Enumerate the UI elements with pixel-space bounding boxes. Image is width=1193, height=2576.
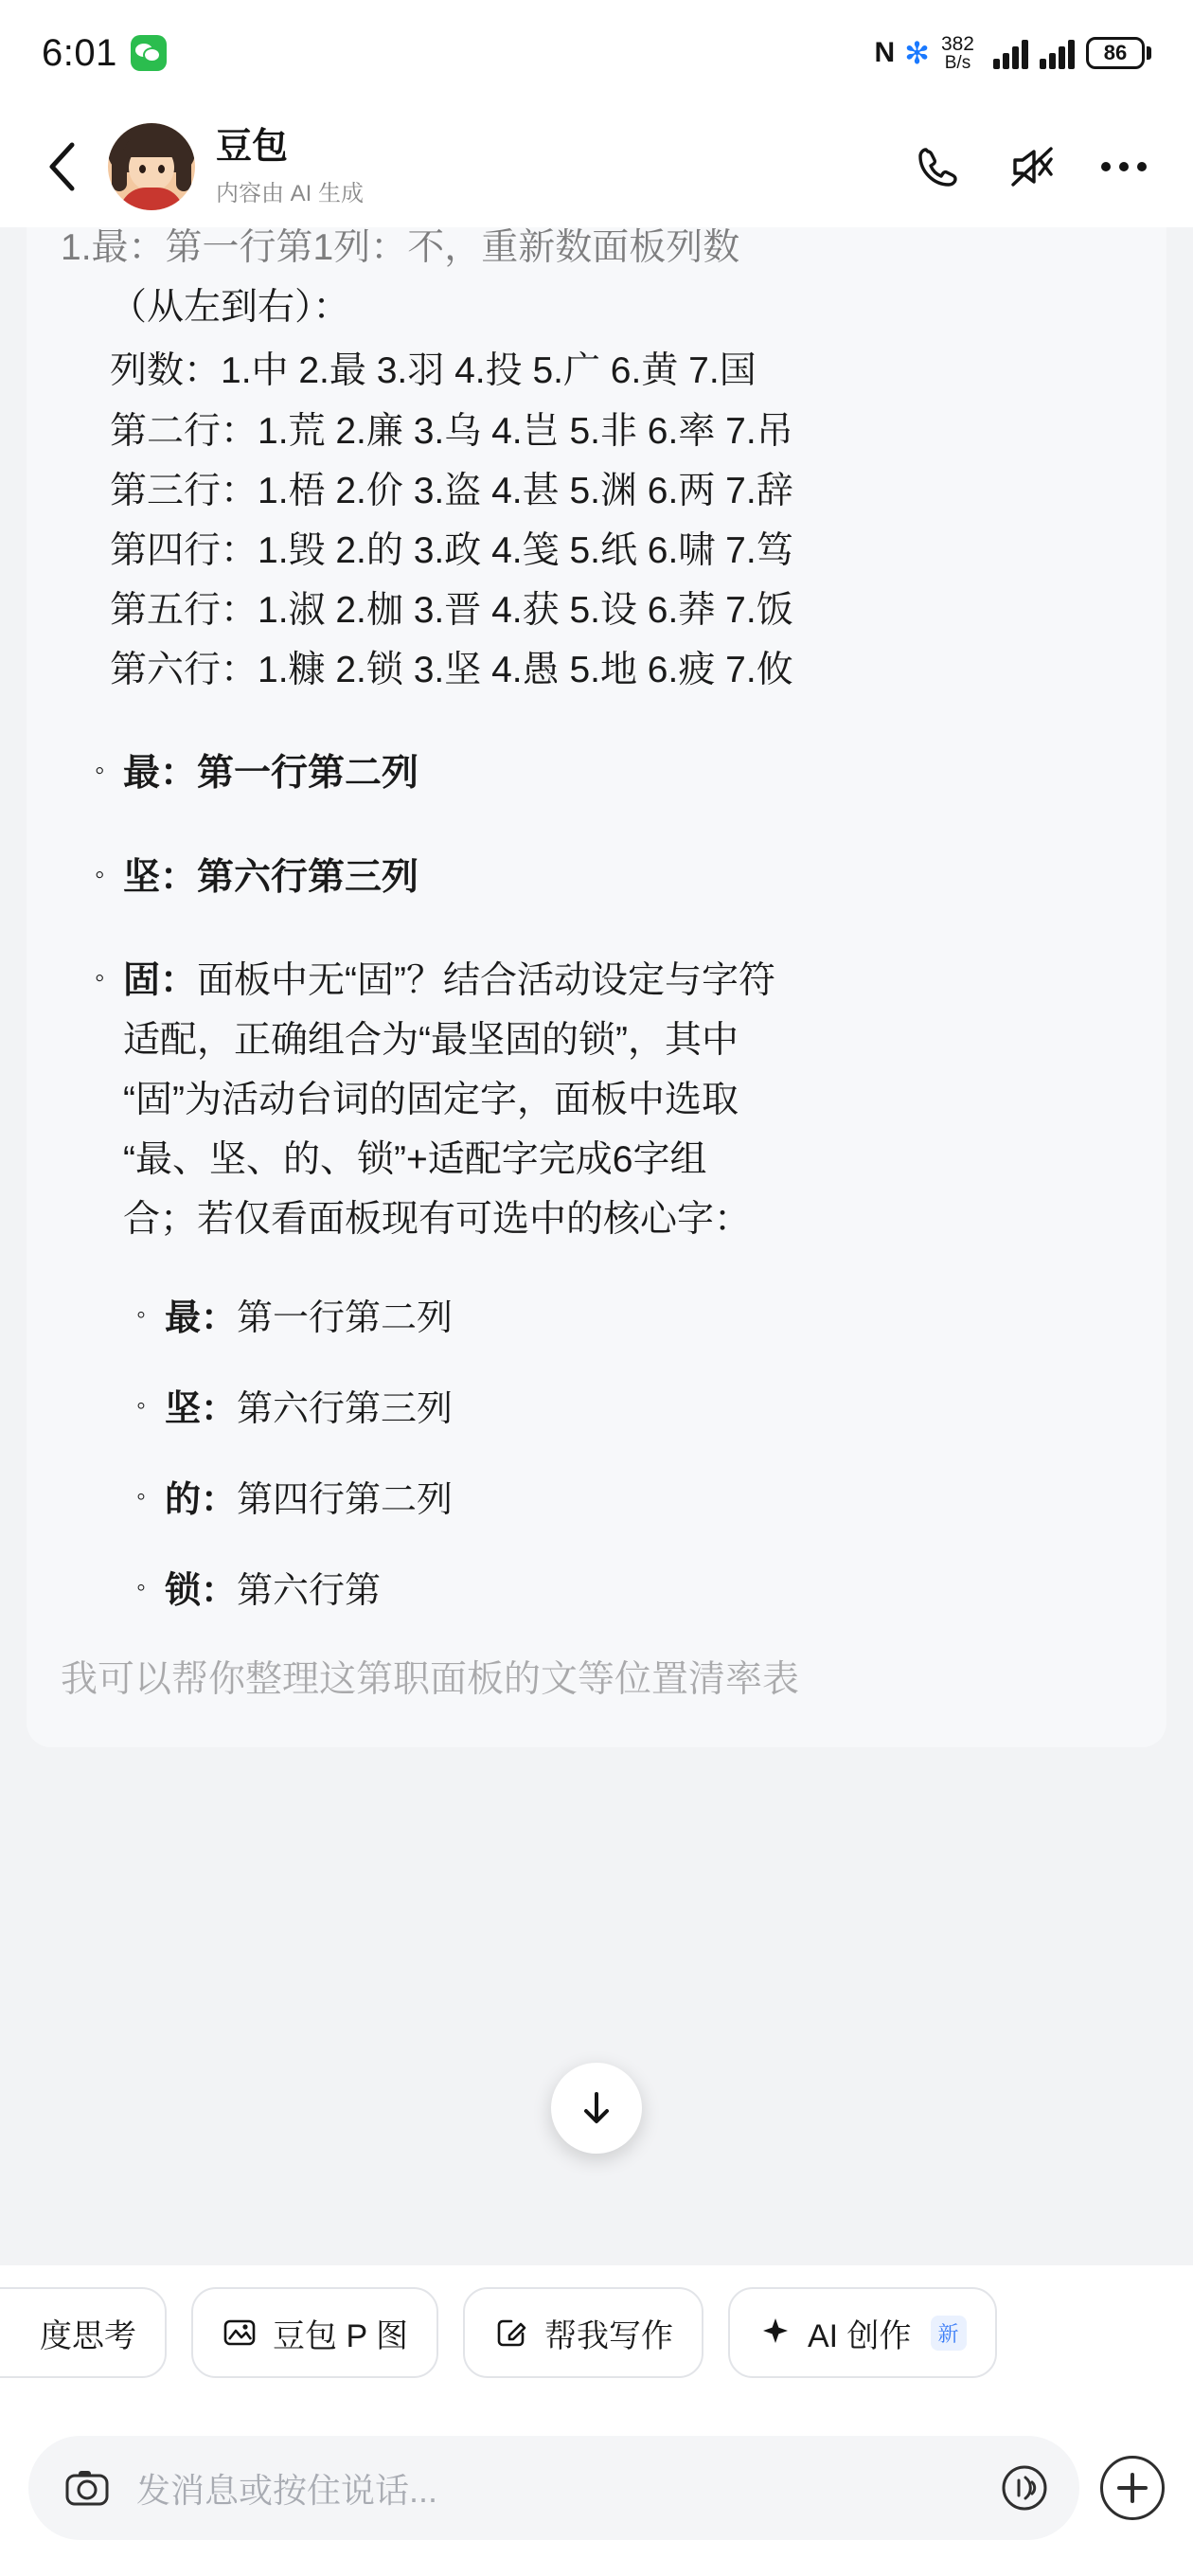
message-input[interactable]: 发消息或按住说话... — [136, 2470, 438, 2510]
camera-button[interactable] — [57, 2458, 117, 2518]
chip-ai-creation[interactable] — [728, 2287, 997, 2378]
more-dots-icon — [1101, 162, 1147, 171]
chip-label: 豆包 P 图 — [273, 2317, 408, 2354]
image-edit-icon — [222, 2315, 258, 2351]
sub-list-item-body — [165, 1288, 453, 1340]
chip-label: AI 创作 — [807, 2317, 912, 2354]
suggestion-chips-row[interactable] — [0, 2265, 1193, 2400]
message-tail-text: 我可以帮你整理这第职面板的文等位置清率表 — [61, 1658, 800, 1700]
list-bullet: ◦ — [136, 1571, 146, 1601]
assistant-message-bubble — [27, 227, 1166, 1747]
sub-list-item-key: 锁： — [165, 1570, 238, 1611]
sub-list-item — [61, 1288, 1132, 1341]
battery-nub — [1147, 46, 1151, 60]
gu-line-0: 面板中无“固”？结合活动设定与字符 — [197, 959, 775, 1001]
grid-row: 第三行：1.梧 2.价 3.盗 4.甚 5.渊 6.两 7.辞 — [110, 470, 793, 511]
phone-icon — [914, 142, 963, 191]
bluetooth-icon: ✻ — [904, 36, 930, 70]
signal-bars-2 — [1040, 37, 1075, 69]
chip-new-badge: 新 — [931, 2316, 967, 2351]
sub-list-item-value: 第四行第二列 — [237, 1479, 454, 1520]
status-bar — [0, 0, 1193, 106]
status-right-group — [874, 34, 1151, 72]
network-speed — [941, 34, 974, 72]
chat-message-area[interactable] — [0, 227, 1193, 2265]
list-bullet: ◦ — [95, 961, 105, 993]
sub-list-item-value: 第一行第二列 — [237, 1297, 454, 1338]
list-item — [61, 848, 1132, 907]
message-intro-line: （从左到右）： — [110, 287, 350, 329]
chip-deep-thinking[interactable] — [0, 2287, 167, 2378]
camera-icon — [62, 2462, 113, 2513]
list-bullet: ◦ — [136, 1389, 146, 1420]
list-item-key: 坚： — [123, 856, 198, 898]
list-bullet: ◦ — [136, 1480, 146, 1511]
battery-level: 86 — [1086, 37, 1145, 69]
battery-indicator — [1086, 37, 1151, 69]
list-bullet: ◦ — [95, 755, 105, 787]
scroll-to-bottom-button[interactable] — [551, 2063, 642, 2154]
sub-list-item-key: 最： — [165, 1297, 238, 1338]
list-item-gu — [61, 951, 1132, 1250]
list-item-value: 第六行第三列 — [197, 856, 419, 898]
signal-bars-1 — [993, 37, 1028, 69]
voice-wave-icon — [996, 2460, 1053, 2516]
status-left-group — [42, 32, 167, 75]
add-attachment-button[interactable] — [1100, 2456, 1165, 2520]
sub-list-item-body — [165, 1379, 453, 1431]
header-actions — [911, 139, 1159, 194]
list-item-key: 最： — [123, 753, 198, 795]
back-button[interactable] — [34, 138, 91, 195]
chip-help-me-write[interactable] — [463, 2287, 703, 2378]
pencil-square-icon — [493, 2315, 529, 2351]
list-bullet: ◦ — [136, 1298, 146, 1329]
sub-list-item-value: 第六行第三列 — [237, 1388, 454, 1429]
call-button[interactable] — [911, 139, 966, 194]
sub-list-item — [61, 1470, 1132, 1523]
avatar[interactable] — [108, 123, 195, 210]
mute-icon — [1006, 141, 1057, 192]
message-clipped-line: 1.最：第一行第1列：不，重新数面板列数 — [61, 227, 740, 268]
gu-line-4: 合；若仅看面板现有可选中的核心字： — [123, 1199, 752, 1241]
chip-label: 帮我写作 — [543, 2317, 673, 2354]
grid-rows — [61, 341, 1132, 700]
list-item-body — [123, 848, 1132, 907]
nfc-icon: N — [874, 37, 894, 68]
sub-list-item — [61, 1561, 1132, 1614]
voice-button[interactable] — [994, 2458, 1055, 2518]
grid-row: 第二行：1.荒 2.廉 3.乌 4.岂 5.非 6.率 7.吊 — [110, 410, 793, 452]
list-item-body — [123, 951, 1132, 1250]
grid-row: 列数：1.中 2.最 3.羽 4.投 5.广 6.黄 7.国 — [110, 350, 757, 392]
mute-button[interactable] — [1004, 139, 1059, 194]
list-item — [61, 743, 1132, 803]
ai-disclaimer: 内容由 AI 生成 — [216, 181, 365, 207]
list-bullet: ◦ — [95, 858, 105, 890]
chat-header — [0, 106, 1193, 227]
grid-row: 第五行：1.淑 2.枷 3.晋 4.获 5.设 6.莽 7.饭 — [110, 590, 793, 632]
input-bar — [0, 2400, 1193, 2576]
sub-list-item — [61, 1379, 1132, 1432]
gu-line-2: “固”为活动台词的固定字，面板中选取 — [123, 1080, 739, 1121]
list-item-value: 第一行第二列 — [197, 753, 419, 795]
sub-list-item-value: 第六行第 — [237, 1570, 382, 1611]
sub-list-item-body — [165, 1470, 453, 1522]
chip-label: 度思考 — [40, 2317, 136, 2354]
message-input-container[interactable] — [28, 2436, 1079, 2540]
sparkle-icon — [758, 2316, 792, 2350]
status-time: 6:01 — [42, 31, 117, 74]
more-button[interactable] — [1096, 139, 1151, 194]
arrow-down-icon — [576, 2087, 617, 2129]
grid-row: 第四行：1.毁 2.的 3.政 4.笺 5.纸 6.啸 7.笃 — [110, 529, 793, 571]
sub-list-item-key: 的： — [165, 1479, 238, 1520]
gu-line-1: 适配，正确组合为“最坚固的锁”，其中 — [123, 1019, 739, 1061]
network-speed-unit: B/s — [944, 53, 971, 73]
grid-row: 第六行：1.糠 2.锁 3.坚 4.愚 5.地 6.疲 7.攸 — [110, 650, 793, 691]
back-arrow-icon — [45, 139, 80, 194]
sub-list-item-body — [165, 1561, 381, 1613]
wechat-icon — [131, 35, 167, 71]
network-speed-value: 382 — [940, 33, 974, 55]
list-item-key: 固： — [123, 959, 198, 1001]
contact-name: 豆包 — [216, 126, 289, 167]
list-item-body — [123, 743, 1132, 803]
gu-line-3: “最、坚、的、锁”+适配字完成6字组 — [123, 1139, 707, 1181]
chip-doubao-p-image[interactable] — [191, 2287, 438, 2378]
sub-list-item-key: 坚： — [165, 1388, 238, 1429]
header-titles — [216, 126, 364, 208]
